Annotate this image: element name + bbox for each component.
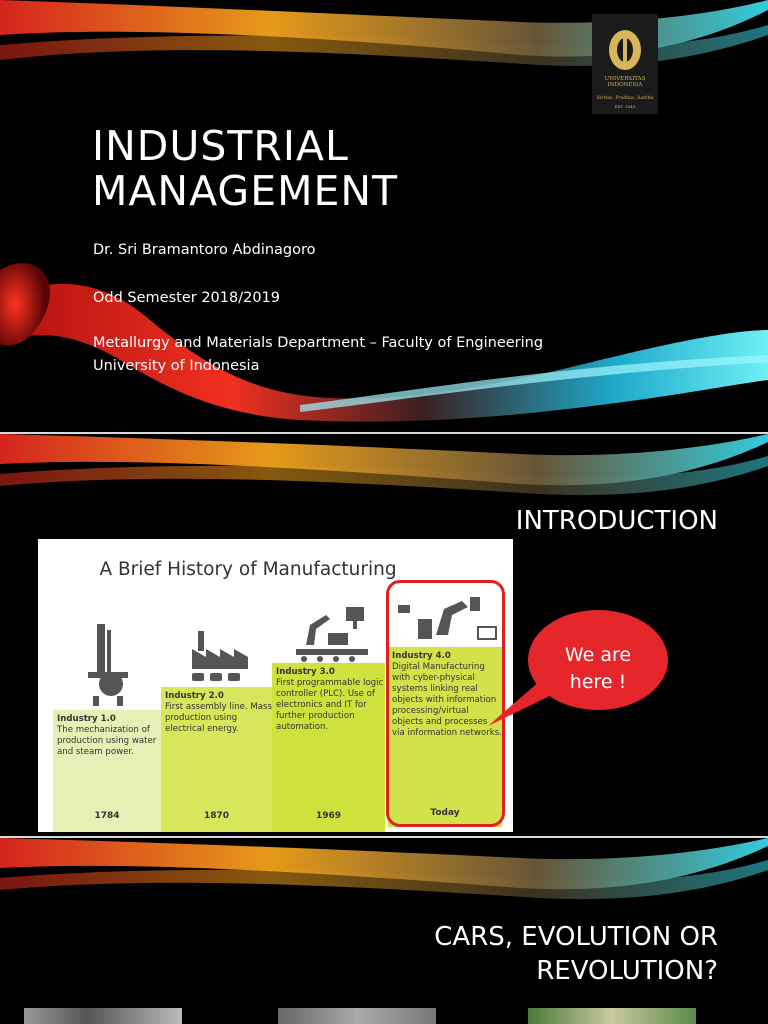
stage-text: First programmable logic controller (PLC). Use of electronics and IT for further production automation. [276, 678, 384, 732]
department-text: Metallurgy and Materials Department – Faculty of Engineering [93, 335, 544, 351]
title-line-2: REVOLUTION? [536, 956, 718, 986]
photo-modern-car [528, 1008, 696, 1024]
slide-title: INTRODUCTION [515, 506, 718, 536]
stage-description [165, 691, 272, 735]
introduction-slide [0, 434, 768, 836]
stage-label: Industry 3.0 [276, 667, 335, 677]
slide-title [434, 920, 718, 988]
stage-year: 1870 [203, 811, 230, 821]
stage-description [276, 667, 385, 733]
factory-icon [188, 631, 253, 687]
decorative-swoosh [0, 838, 768, 918]
stage-text: The mechanization of production using water and steam power. [57, 725, 157, 757]
cars-evolution-slide [0, 838, 768, 1024]
author-name: Dr. Sri Bramantoro Abdinagoro [93, 242, 316, 258]
stage-industry-1 [53, 710, 161, 832]
stage-description [57, 714, 161, 758]
stage-year: Today [430, 808, 460, 818]
logo-name: UNIVERSITAS INDONESIA [604, 76, 646, 88]
stage-text: First assembly line. Mass production using electrical energy. [165, 702, 272, 734]
title-line-1: INDUSTRIAL [92, 122, 349, 170]
stage-year: 1969 [315, 811, 342, 821]
stage-industry-3 [272, 663, 385, 832]
logo-motto: Veritas, Probitas, Iustitia [596, 96, 654, 101]
semester-text: Odd Semester 2018/2019 [93, 290, 281, 306]
photo-early-car [24, 1008, 182, 1024]
stage-industry-2 [161, 687, 272, 832]
presentation-title [92, 124, 398, 214]
assembly-robot-icon [296, 605, 368, 663]
manufacturing-history-figure [38, 539, 513, 832]
stage-year: 1784 [94, 811, 120, 821]
title-line-2: MANAGEMENT [92, 167, 399, 215]
stage-label: Industry 4.0 [392, 651, 451, 661]
makara-emblem-icon [592, 20, 658, 76]
decorative-swoosh [0, 434, 768, 514]
steam-engine-icon [83, 622, 133, 707]
callout-line-1: We are [564, 644, 632, 666]
title-line-1: CARS, EVOLUTION OR [434, 922, 718, 952]
photo-street-car [278, 1008, 436, 1024]
figure-title: A Brief History of Manufacturing [99, 559, 397, 580]
stage-label: Industry 1.0 [57, 714, 116, 724]
title-slide [0, 0, 768, 432]
callout-line-2: here ! [569, 671, 627, 693]
callout-text [528, 642, 668, 696]
stage-label: Industry 2.0 [165, 691, 224, 701]
logo-est: EST. 1849 [614, 104, 636, 109]
stage-text: Digital Manufacturing with cyber-physical systems linking real objects with information processing/virtual objects and processes via information networks. [392, 662, 502, 738]
university-logo [592, 14, 658, 114]
university-text: University of Indonesia [93, 358, 260, 374]
